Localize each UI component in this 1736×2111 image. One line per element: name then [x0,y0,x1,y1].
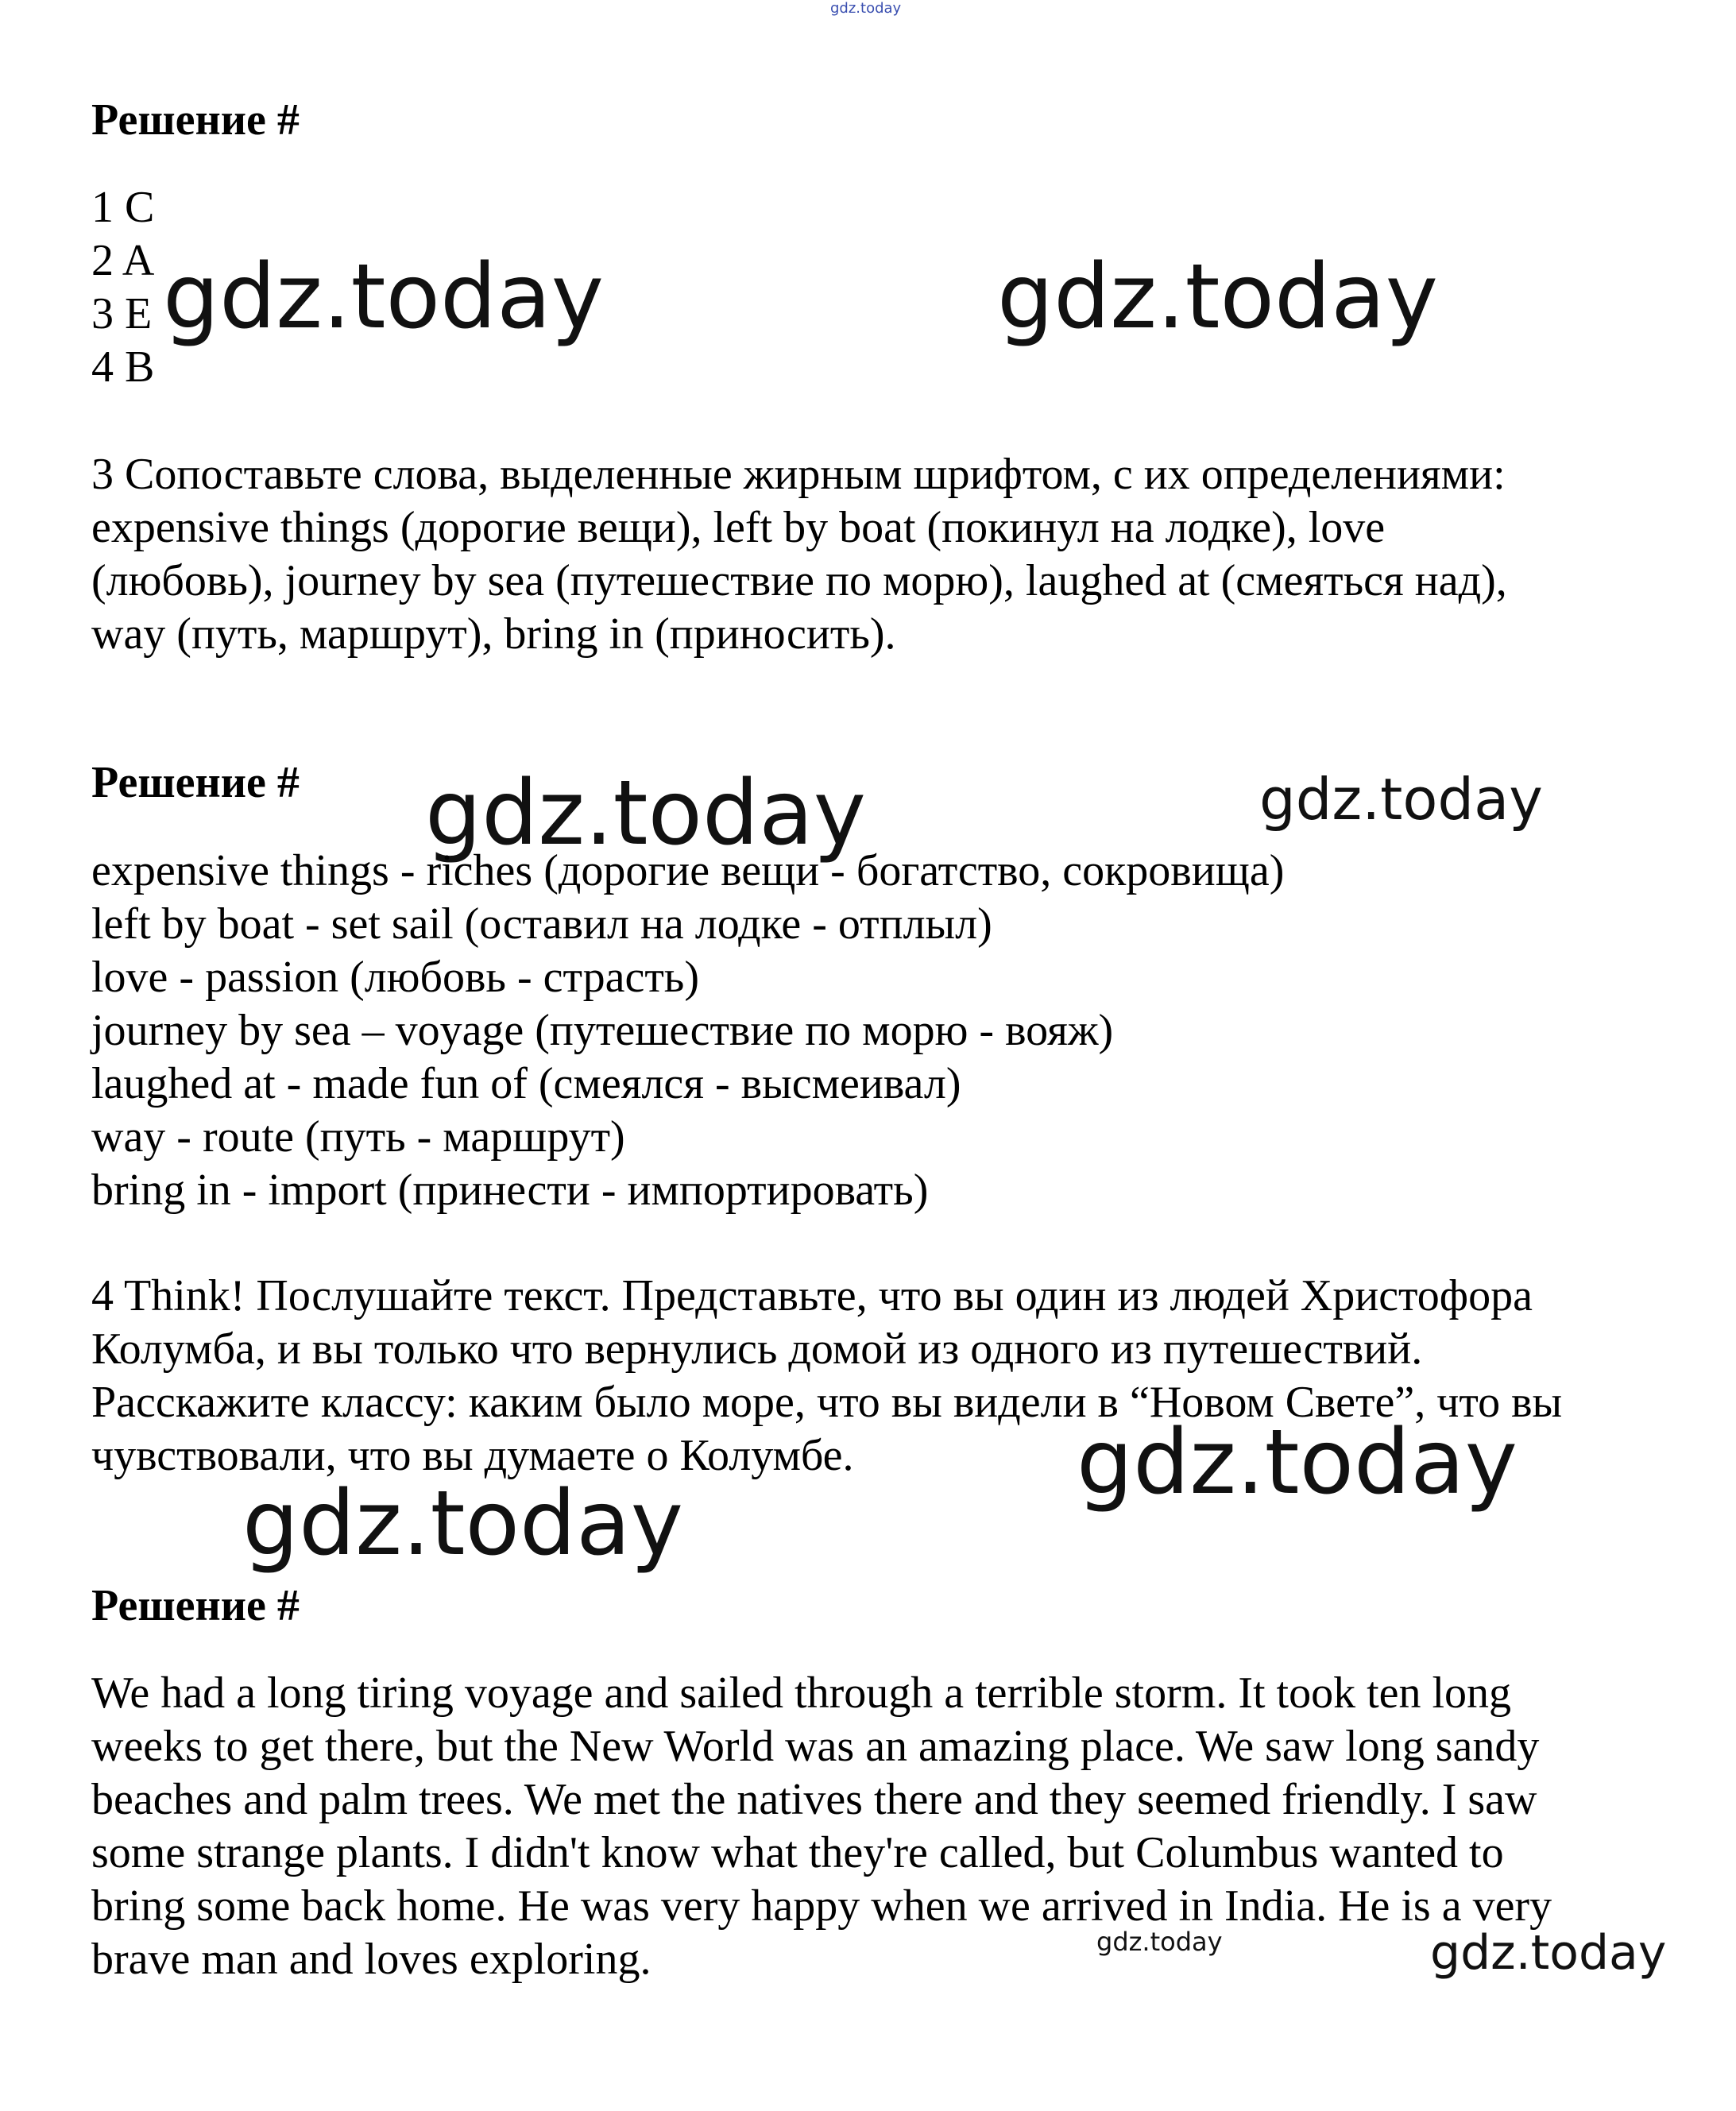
watermark: gdz.today [425,762,867,865]
watermark: gdz.today [1430,1925,1667,1981]
task-4-line: Колумба, и вы только что вернулись домой из одного из путешествий. [91,1324,1423,1374]
watermark: gdz.today [1096,1927,1223,1957]
task-3-line: 3 Сопоставьте слова, выделенные жирным шрифтом, с их определениями: [91,450,1506,499]
essay-line: weeks to get there, but the New World was an amazing place. We saw long sandy [91,1722,1540,1771]
section-2-heading: Решение # [91,758,300,807]
essay-line: brave man and loves exploring. [91,1935,651,1984]
answer-2: 2 A [91,236,155,285]
watermark: gdz.today [242,1472,684,1576]
watermark: gdz.today [997,246,1439,349]
task-3-line: way (путь, маршрут), bring in (приносить). [91,609,896,659]
essay-line: bring some back home. He was very happy when we arrived in India. He is a very [91,1881,1552,1931]
answer-3: 3 E [91,289,153,338]
task-3-line: expensive things (дорогие вещи), left by boat (покинул на лодке), love [91,503,1386,552]
watermark: gdz.today [1077,1411,1518,1514]
match-item: bring in - import (принести - импортировать) [91,1166,929,1215]
watermark-top: gdz.today [830,0,902,17]
task-3-line: (любовь), journey by sea (путешествие по морю), laughed at (смеяться над), [91,556,1507,605]
watermark: gdz.today [1259,766,1543,833]
answer-4: 4 B [91,342,155,392]
task-4-line: 4 Think! Послушайте текст. Представьте, что вы один из людей Христофора [91,1271,1533,1320]
answer-1: 1 C [91,183,155,232]
section-1-heading: Решение # [91,95,300,145]
watermark: gdz.today [163,246,605,349]
match-item: journey by sea – voyage (путешествие по морю - вояж) [91,1006,1114,1055]
essay-line: beaches and palm trees. We met the natives there and they seemed friendly. I saw [91,1775,1537,1824]
match-item: way - route (путь - маршрут) [91,1112,625,1162]
task-4-line: чувствовали, что вы думаете о Колумбе. [91,1431,854,1480]
essay-line: some strange plants. I didn't know what they're called, but Columbus wanted to [91,1828,1504,1877]
section-3-heading: Решение # [91,1581,300,1630]
match-item: expensive things - riches (дорогие вещи - богатство, сокровища) [91,846,1285,895]
essay-line: We had a long tiring voyage and sailed through a terrible storm. It took ten long [91,1668,1512,1718]
match-item: left by boat - set sail (оставил на лодке - отплыл) [91,899,992,949]
task-4-line: Расскажите классу: каким было море, что вы видели в “Новом Свете”, что вы [91,1378,1563,1427]
match-item: love - passion (любовь - страсть) [91,953,699,1002]
match-item: laughed at - made fun of (смеялся - высмеивал) [91,1059,961,1108]
